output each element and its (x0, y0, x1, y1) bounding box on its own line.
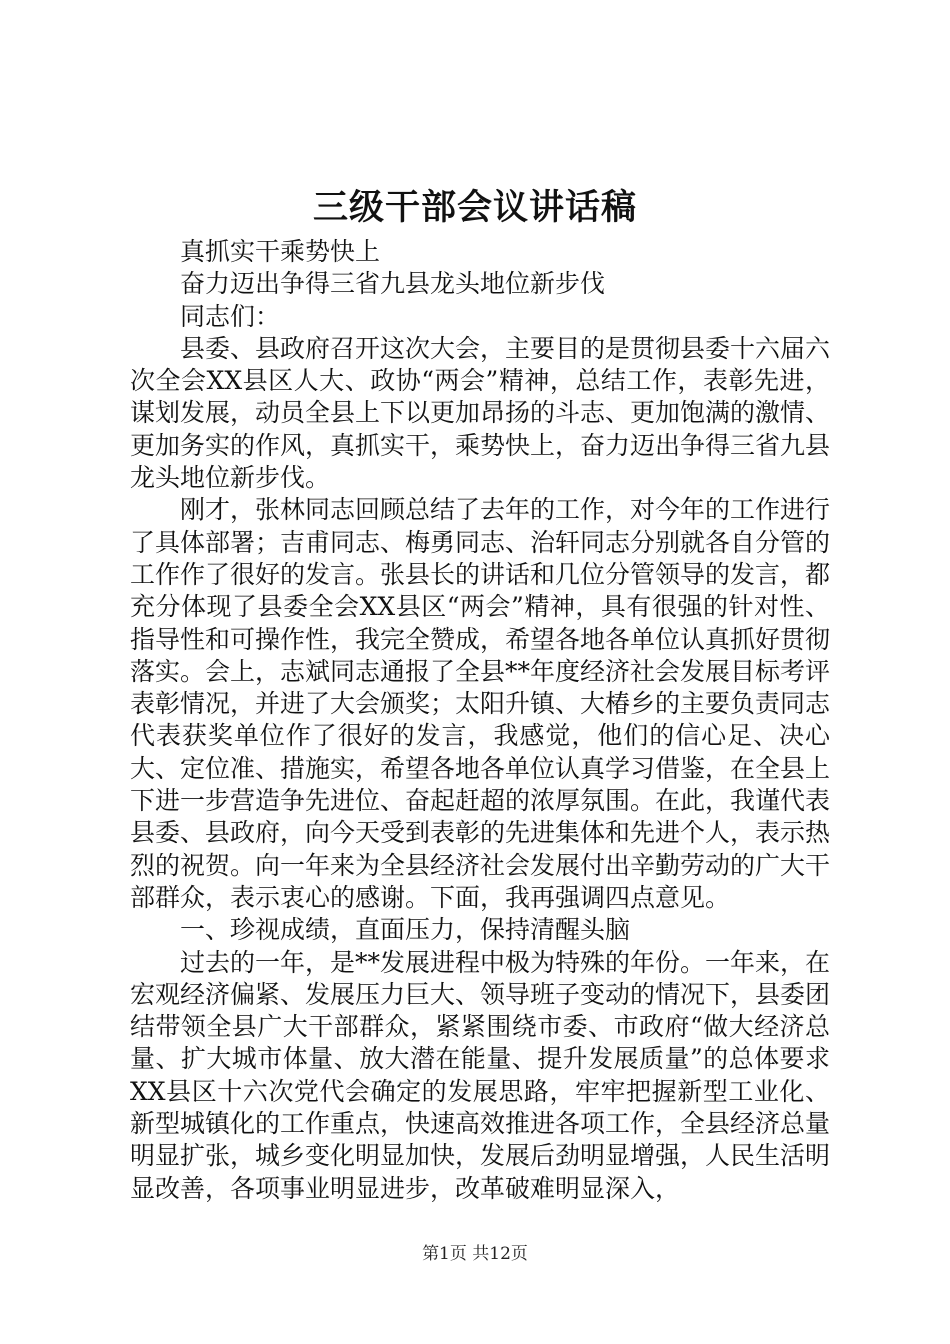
subtitle-line-1: 真抓实干乘势快上 (180, 237, 381, 266)
page-number-footer: 第1页 共12页 (422, 1244, 528, 1264)
document-title: 三级干部会议讲话稿 (312, 187, 637, 228)
section-heading: 一、珍视成绩，直面压力，保持清醒头脑 (180, 915, 631, 945)
salutation: 同志们： (180, 301, 281, 331)
subtitle-line-2: 奋力迈出争得三省九县龙头地位新步伐 (180, 269, 606, 299)
paragraph: 县委、县政府召开这次大会，主要目的是贯彻县委十六届六次全会XX县区人大、政协“两会”精神，总结工作，表彰先进，谋划发展，动员全县上下以更加昂扬的斗志、更加饱满的激情、更加务实的作风，真抓实干，乘势快上，奋力迈出争得三省九县龙头地位新步伐。 (130, 333, 831, 493)
document-body (130, 236, 830, 1205)
paragraph: 过去的一年，是**发展进程中极为特殊的年份。一年来，在宏观经济偏紧、发展压力巨大、领导班子变动的情况下，县委团结带领全县广大干部群众，紧紧围绕市委、市政府“做大经济总量、扩大城市体量、放大潜在能量、提升发展质量”的总体要求XX县区十六次党代会确定的发展思路，牢牢把握新型工业化、新型城镇化的工作重点，快速高效推进各项工作，全县经济总量明显扩张，城乡变化明显加快，发展后劲明显增强，人民生活明显改善，各项事业明显进步，改革破难明显深入， (130, 947, 831, 1203)
paragraph: 刚才，张林同志回顾总结了去年的工作，对今年的工作进行了具体部署；吉甫同志、梅勇同志、治轩同志分别就各自分管的工作作了很好的发言。张县长的讲话和几位分管领导的发言，都充分体现了县委全会XX县区“两会”精神，具有很强的针对性、指导性和可操作性，我完全赞成，希望各地各单位认真抓好贯彻落实。会上，志斌同志通报了全县**年度经济社会发展目标考评表彰情况，并进了大会颁奖；太阳升镇、大椿乡的主要负责同志代表获奖单位作了很好的发言，我感觉，他们的信心足、决心大、定位准、措施实，希望各地各单位认真学习借鉴，在全县上下进一步营造争先进位、奋起赶超的浓厚氛围。在此，我谨代表县委、县政府，向今天受到表彰的先进集体和先进个人，表示热烈的祝贺。向一年来为全县经济社会发展付出辛勤劳动的广大干部群众，表示衷心的感谢。下面，我再强调四点意见。 (130, 495, 831, 912)
